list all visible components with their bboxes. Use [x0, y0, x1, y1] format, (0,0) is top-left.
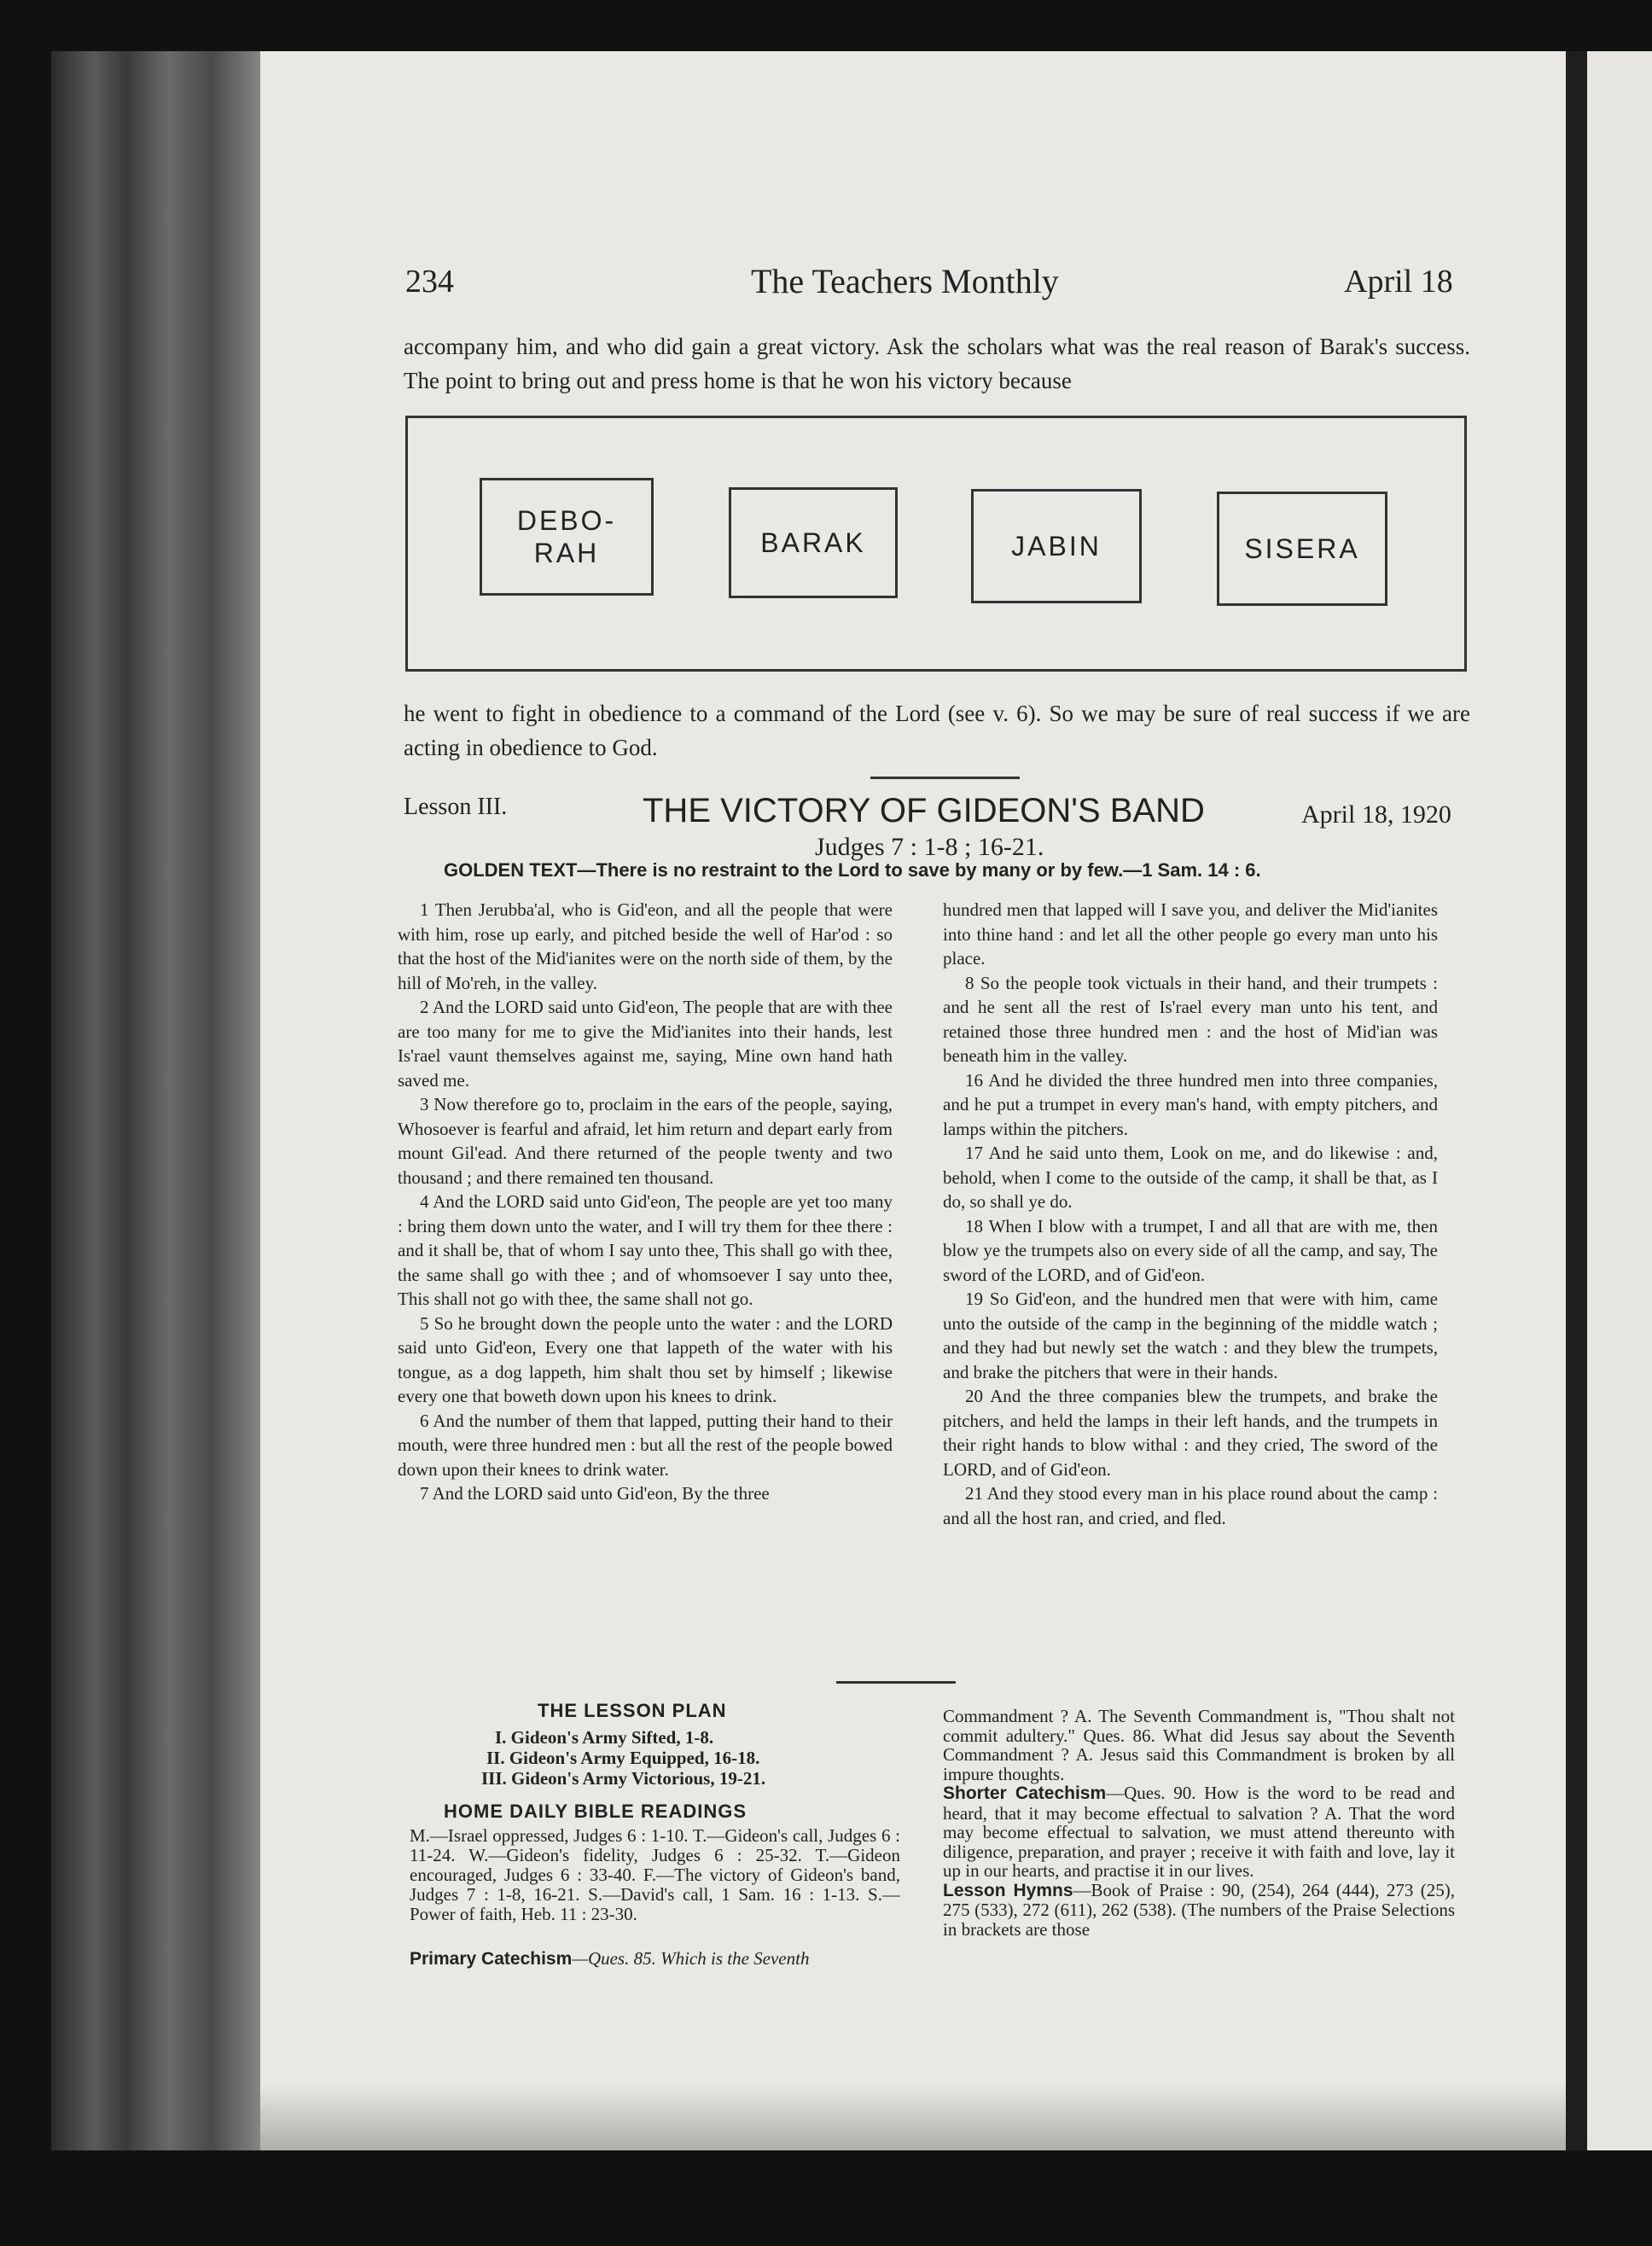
lesson-hymns	[943, 1881, 1455, 1940]
page-number: 234	[405, 264, 454, 300]
diagram-box-label: BARAK	[760, 527, 866, 558]
verse: 6 And the number of them that lapped, putting their hand to their mouth, were three hundred men : but all the rest of the people bowed down upon their knees to drink water.	[398, 1410, 893, 1480]
section-divider	[836, 1681, 956, 1684]
diagram-box-sisera	[1217, 492, 1387, 606]
daily-readings-heading: HOME DAILY BIBLE READINGS	[444, 1801, 747, 1822]
verse: 16 And he divided the three hundred men into three companies, and he put a trumpet in every man's hand, with empty pitchers, and lamps within the pitchers.	[943, 1069, 1438, 1139]
daily-readings-text: M.—Israel oppressed, Judges 6 : 1-10. T.—Gideon's call, Judges 6 : 11-24. W.—Gideon's fidelity, Judges 6 : 25-32. T.—Gideon encouraged, Judges 6 : 33-40. F.—The victory of Gideon's band, Judges 7 : 1-8, 16-21. S.—David's call, 1 Sam. 16 : 1-13. S.—Power of faith, Heb. 11 : 23-30.	[410, 1825, 900, 1924]
catechism-right-column	[943, 1707, 1455, 1939]
catechism-continuation: Commandment ? A. The Seventh Commandment is, "Thou shalt not commit adultery." Ques. 86. What did Jesus say about the Seventh Commandment ? A. Jesus said this Commandment is broken by all impure thoughts.	[943, 1706, 1455, 1784]
verse: 3 Now therefore go to, proclaim in the ears of the people, saying, Whosoever is fearful and afraid, let him return and depart early from mount Gil'ead. And there returned of the people twenty and two thousand ; and there remained ten thousand.	[398, 1094, 893, 1188]
verse: 17 And he said unto them, Look on me, and do likewise : and, behold, when I come to the outside of the camp, it shall be that, as I do, so shall ye do.	[943, 1143, 1438, 1212]
running-date: April 18	[1344, 264, 1453, 300]
primary-catechism	[410, 1948, 900, 1970]
diagram-box-barak	[729, 487, 898, 598]
diagram-box-deborah	[480, 478, 654, 596]
book-page-edges	[51, 51, 265, 2150]
diagram-box-label: DEBO- RAH	[516, 505, 617, 568]
verse: 4 And the LORD said unto Gid'eon, The people are yet too many : bring them down unto the water, and I will try them for thee there : and it shall be, that of whom I say unto thee, This shall go with thee, the same shall go with thee ; and of whomsoever I say unto thee, This shall not go with thee, the same shall not go.	[398, 1191, 893, 1309]
lesson-plan-list	[481, 1727, 766, 1789]
shorter-catechism-label: Shorter Catechism	[943, 1783, 1107, 1803]
primary-catechism-text: —Ques. 85. Which is the Seventh	[572, 1948, 810, 1969]
lesson-number: Lesson III.	[404, 794, 508, 820]
verse: 1 Then Jerubba'al, who is Gid'eon, and all the people that were with him, rose up early, and pitched beside the well of Har'od : so that the host of the Mid'ianites were on the north side of them, by the hill of Mo'reh, in the valley.	[398, 899, 893, 993]
verse: 7 And the LORD said unto Gid'eon, By the three	[420, 1483, 770, 1504]
lesson-hymns-label: Lesson Hymns	[943, 1880, 1073, 1900]
intro-paragraph: accompany him, and who did gain a great victory. Ask the scholars what was the real reason of Barak's success. The point to bring out and press home is that he won his victory because	[404, 334, 1470, 393]
verse: hundred men that lapped will I save you, and deliver the Mid'ianites into thine hand : and let all the other people go every man unto his place.	[943, 899, 1438, 969]
verses-left-column	[398, 898, 893, 1506]
section-divider	[870, 777, 1020, 779]
running-title: The Teachers Monthly	[751, 262, 1059, 300]
lesson-hymns-text: —Book of Praise : 90, (254), 264 (444), 273 (25), 275 (533), 272 (611), 262 (538). (The numbers of the Praise Selections in brackets are those	[943, 1879, 1455, 1940]
book-gutter	[1566, 51, 1587, 2150]
lesson-plan-item: III. Gideon's Army Victorious, 19-21.	[481, 1768, 766, 1789]
verse: 2 And the LORD said unto Gid'eon, The people that are with thee are too many for me to give the Mid'ianites into their hands, lest Is'rael vaunt themselves against me, saying, Mine own hand hath saved me.	[398, 997, 893, 1091]
page-bottom-shadow	[260, 2082, 1566, 2150]
lesson-plan-item: I. Gideon's Army Sifted, 1-8.	[495, 1727, 714, 1748]
lesson-plan-heading: THE LESSON PLAN	[538, 1700, 727, 1721]
shorter-catechism	[943, 1783, 1455, 1881]
lesson-plan-item: II. Gideon's Army Equipped, 16-18.	[486, 1748, 760, 1768]
scripture-reference: Judges 7 : 1-8 ; 16-21.	[815, 833, 1044, 861]
diagram-box-jabin	[971, 489, 1142, 603]
lesson-title: THE VICTORY OF GIDEON'S BAND	[643, 792, 1205, 829]
verse: 20 And the three companies blew the trumpets, and brake the pitchers, and held the lamps in their left hands, and the trumpets in their right hands to blow withal : and they cried, The sword of the LORD, and of Gid'eon.	[943, 1386, 1438, 1480]
golden-text: GOLDEN TEXT—There is no restraint to the Lord to save by many or by few.—1 Sam. 14 : 6.	[444, 859, 1261, 881]
shorter-catechism-text: —Ques. 90. How is the word to be read and heard, that it may become effectual to salvation ? A. That the word may become effectual to salvation, we must attend thereunto with diligence, preparation, and prayer ; receive it with faith and love, lay it up in our hearts, and practise it in our lives.	[943, 1783, 1455, 1881]
verse: 5 So he brought down the people unto the water : and the LORD said unto Gid'eon, Every one that lappeth of the water with his tongue, as a dog lappeth, him shalt thou set by himself ; likewise every one that boweth down upon his knees to drink.	[398, 1312, 893, 1406]
verse: 19 So Gid'eon, and the hundred men that were with him, came unto the outside of the camp in the beginning of the middle watch ; and they had but newly set the watch : and they blew the trumpets, and brake the pitchers that were in their hands.	[943, 1289, 1438, 1382]
diagram-box-label: JABIN	[1011, 531, 1102, 562]
primary-catechism-label: Primary Catechism	[410, 1949, 573, 1969]
verse: 18 When I blow with a trumpet, I and all that are with me, then blow ye the trumpets also on every side of all the camp, and say, The sword of the LORD, and of Gid'eon.	[943, 1215, 1438, 1285]
verse: 21 And they stood every man in his place round about the camp : and all the host ran, and cried, and fled.	[943, 1483, 1438, 1528]
lesson-date: April 18, 1920	[1301, 800, 1451, 829]
diagram-box-label: SISERA	[1244, 533, 1360, 564]
after-diagram-paragraph: he went to fight in obedience to a command of the Lord (see v. 6). So we may be sure of real success if we are acting in obedience to God.	[404, 701, 1470, 760]
verse: 8 So the people took victuals in their hand, and their trumpets : and he sent all the rest of Is'rael every man unto his tent, and retained those three hundred men : and the host of Mid'ian was beneath him in the valley.	[943, 972, 1438, 1066]
facing-page	[1587, 51, 1652, 2150]
verses-right-column	[943, 898, 1438, 1530]
